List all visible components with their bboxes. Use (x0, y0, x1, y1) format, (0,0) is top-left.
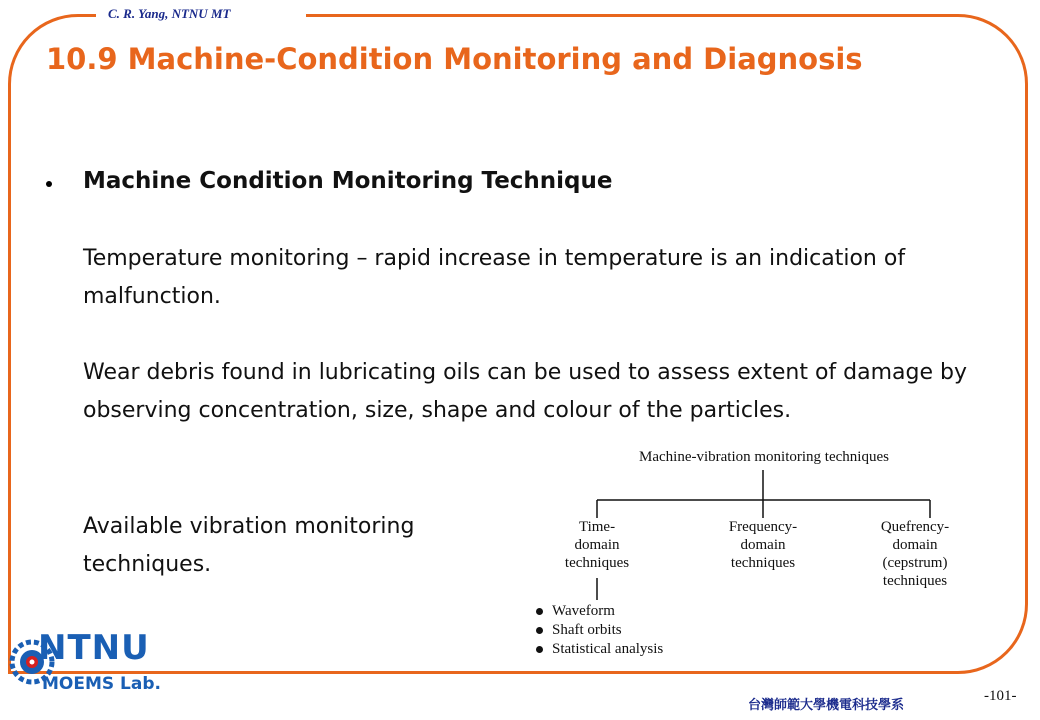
department-name: 台灣師範大學機電科技學系 (748, 698, 905, 713)
diagram-quefrency-domain: Quefrency- domain (cepstrum) techniques (880, 519, 950, 589)
slide-title: 10.9 Machine-Condition Monitoring and Diagnosis (46, 42, 863, 76)
paragraph-wear-debris: Wear debris found in lubricating oils can be used to assess extent of damage by observing concentration, size, shape and colour of the particles. (83, 360, 967, 423)
time-domain-list (534, 602, 663, 659)
bullet-heading: Machine Condition Monitoring Technique (83, 168, 613, 194)
paragraph-vibration: Available vibration monitoring techniques. (83, 514, 415, 577)
diagram-time-domain: Time- domain techniques (564, 519, 630, 571)
logo-ntnu-text: NTNU (38, 628, 150, 668)
paragraph-temperature: Temperature monitoring – rapid increase in temperature is an indication of malfunction. (83, 246, 906, 309)
list-item: Shaft orbits (534, 621, 663, 640)
vibration-techniques-diagram (520, 438, 1000, 663)
diagram-root-label: Machine-vibration monitoring techniques (639, 449, 889, 465)
page-number: -101- (984, 688, 1017, 704)
author-credit: C. R. Yang, NTNU MT (108, 6, 231, 21)
list-item: Statistical analysis (534, 640, 663, 659)
list-item: Waveform (534, 602, 663, 621)
bullet-icon (46, 181, 52, 187)
logo-moems-text: MOEMS Lab. (42, 674, 161, 694)
diagram-frequency-domain: Frequency- domain techniques (728, 519, 798, 571)
